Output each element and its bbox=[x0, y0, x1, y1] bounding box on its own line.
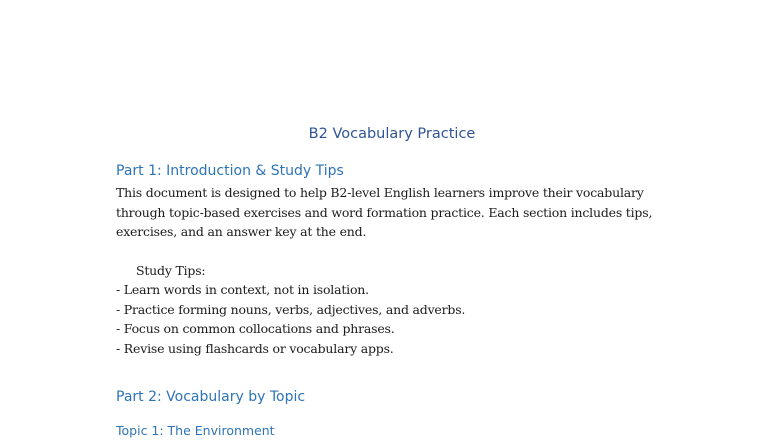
study-tip-item: - Focus on common collocations and phrases. bbox=[116, 321, 395, 336]
intro-line: This document is designed to help B2-level English learners improve their vocabulary bbox=[116, 185, 644, 200]
intro-line: through topic-based exercises and word formation practice. Each section includes tips, bbox=[116, 204, 653, 220]
study-tip-item: - Learn words in context, not in isolation. bbox=[116, 282, 369, 297]
part1-heading: Part 1: Introduction & Study Tips bbox=[116, 163, 344, 179]
topic1-heading: Topic 1: The Environment bbox=[116, 423, 275, 438]
document-title: B2 Vocabulary Practice bbox=[308, 126, 476, 142]
study-tips-list bbox=[116, 280, 465, 358]
study-tip-item: - Practice forming nouns, verbs, adjectives, and adverbs. bbox=[116, 301, 466, 317]
study-tip-item: - Revise using flashcards or vocabulary apps. bbox=[116, 340, 394, 356]
intro-line: exercises, and an answer key at the end. bbox=[116, 224, 367, 239]
study-tips-label: Study Tips: bbox=[136, 263, 206, 278]
intro-paragraph bbox=[116, 183, 652, 242]
part2-heading: Part 2: Vocabulary by Topic bbox=[116, 389, 306, 405]
